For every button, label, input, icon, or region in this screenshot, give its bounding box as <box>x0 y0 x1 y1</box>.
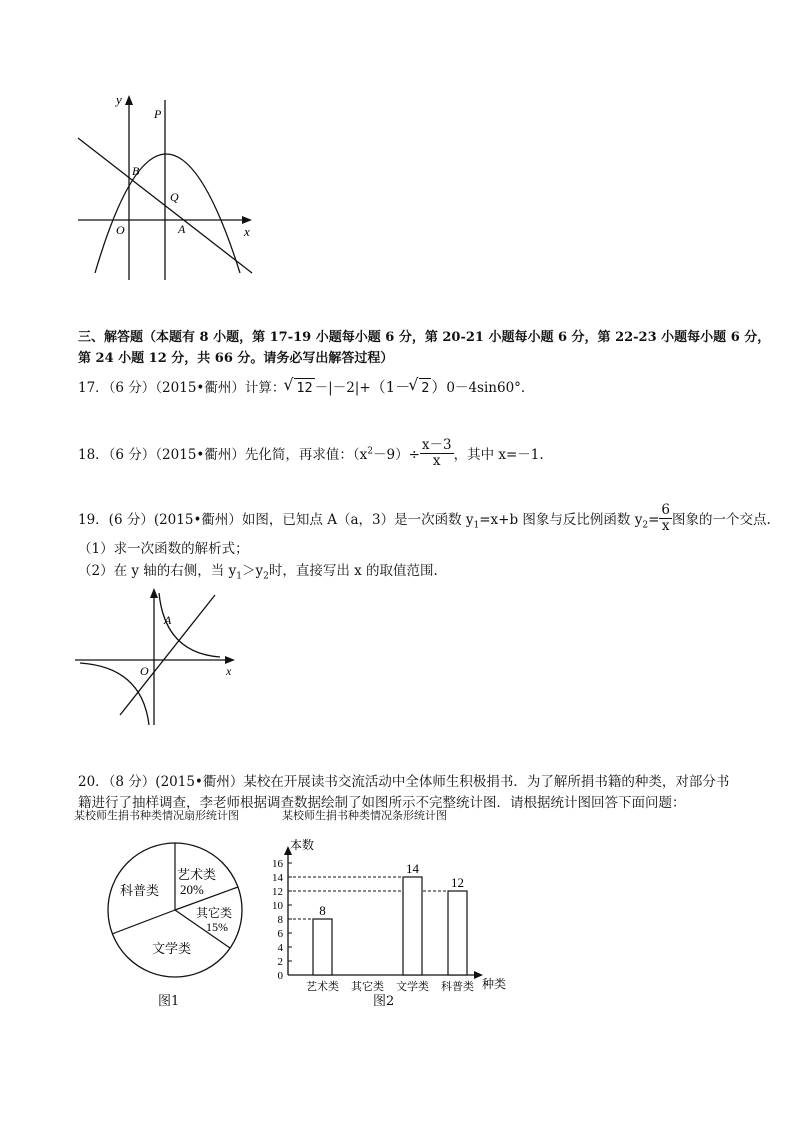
bar-ylabel: 本数 <box>290 838 315 852</box>
q18-frac-num: x－3 <box>421 437 452 453</box>
bar-3 <box>448 891 467 975</box>
point-a-label-fig2: A <box>164 613 172 627</box>
q19-frac-num: 6 <box>661 502 670 518</box>
q18-fraction <box>420 438 454 469</box>
q19-part2-b: ＞y <box>241 563 264 579</box>
q19-prefix: 19．(6 分）(2015•衢州）如图，已知点 A（a，3）是一次函数 y <box>78 512 474 528</box>
q19-part2-sub1: 1 <box>236 571 242 582</box>
pie-label-other: 其它类 <box>196 906 233 920</box>
pie-chart <box>100 835 250 985</box>
bar-y-tick-label: 10 <box>272 900 283 912</box>
x-axis-label: x <box>244 224 250 239</box>
bar-category-label: 其它类 <box>351 981 384 993</box>
bar-chart-caption: 图2 <box>373 994 395 1009</box>
bar-y-tick-label: 8 <box>277 914 283 926</box>
bar-category-label: 科普类 <box>441 981 474 993</box>
q19-part2-c: 时，直接写出 x 的取值范围. <box>268 563 438 579</box>
bar-y-tick-label: 4 <box>277 942 283 954</box>
question-20-line2: 籍进行了抽样调查，李老师根据调查数据绘制了如图所示不完整统计图．请根据统计图回答下面问题： <box>78 795 686 811</box>
q17-paren-close: ） <box>431 378 447 396</box>
origin-label: O <box>116 223 125 237</box>
q18-mid: －9）÷ <box>372 447 420 463</box>
question-18 <box>78 437 544 471</box>
q17-mid: －|－2|+ <box>314 380 371 396</box>
pie-label-science: 科普类 <box>120 883 160 898</box>
q18-sup: 2 <box>367 446 373 457</box>
bar-0 <box>313 919 332 975</box>
point-b-label: B <box>132 164 140 178</box>
question-17 <box>78 378 525 397</box>
section-3-heading-line1: 三、解答题（本题有 8 小题，第 17-19 小题每小题 6 分，第 20-21 小题每小题 6 分，第 22-23 小题每小题 6 分， <box>78 330 771 345</box>
bar-y-tick-label: 0 <box>277 970 283 982</box>
section-3-heading-line2: 第 24 小题 12 分，共 66 分。请务必写出解答过程） <box>78 351 394 366</box>
pie-percent-art: 20% <box>180 882 204 897</box>
y-axis-label: y <box>116 92 122 107</box>
q19-eq: = <box>648 512 660 528</box>
bar-value-label: 14 <box>406 861 419 876</box>
bar-value-label: 12 <box>451 875 464 890</box>
q19-sub1: 1 <box>473 520 480 531</box>
point-q-label: Q <box>170 190 179 204</box>
q18-prefix: 18．（6 分）（2015•衢州）先化简，再求值：（x <box>78 447 368 463</box>
q19-part-1: （1）求一次函数的解析式； <box>78 541 249 557</box>
pie-chart-caption: 图1 <box>158 994 180 1009</box>
q19-fraction <box>659 503 672 534</box>
q19-mid: =x+b 图象与反比例函数 y <box>479 512 643 528</box>
bar-y-tick-label: 14 <box>272 872 283 884</box>
q19-frac-den: x <box>661 518 670 534</box>
q17-prefix: 17．（6 分）（2015•衢州）计算： <box>78 380 286 396</box>
bar-y-tick-label: 16 <box>272 858 283 870</box>
x-axis-label-fig2: x <box>226 664 232 678</box>
q17-suffix: 0－4sin60°. <box>446 380 526 396</box>
point-a-label: A <box>178 222 186 236</box>
bar-value-label: 8 <box>319 903 326 918</box>
q19-sub2: 2 <box>642 520 649 531</box>
q18-frac-den: x <box>432 453 441 469</box>
question-20-line1: 20．（8 分）(2015•衢州）某校在开展读书交流活动中全体师生积极捐书．为了解所捐书籍的种类，对部分书 <box>78 774 730 790</box>
question-19 <box>78 502 771 536</box>
bar-y-tick-label: 2 <box>277 956 283 968</box>
q19-suffix: 图象的一个交点. <box>671 512 771 528</box>
point-p-label: P <box>154 107 162 121</box>
bar-y-tick-label: 6 <box>277 928 283 940</box>
pie-percent-other: 15% <box>206 920 228 934</box>
q18-suffix: ，其中 x=－1. <box>453 447 544 463</box>
bar-xlabel: 种类 <box>482 977 507 991</box>
pie-label-literature: 文学类 <box>152 941 192 956</box>
q19-part2-sub2: 2 <box>263 571 269 582</box>
parabola-figure <box>70 90 270 290</box>
q17-sqrt-12: √ 12 <box>294 378 314 397</box>
bar-y-tick-label: 12 <box>272 886 283 898</box>
bar-chart <box>260 835 520 1005</box>
bar-category-label: 文学类 <box>396 981 429 993</box>
bar-category-label: 艺术类 <box>306 981 339 993</box>
origin-label-fig2: O <box>140 664 149 678</box>
hyperbola-figure <box>70 585 250 730</box>
q17-sqrt-2: √ 2 <box>419 378 431 397</box>
q19-part-2 <box>78 562 438 586</box>
pie-chart-title: 某校师生捐书种类情况扇形统计图 <box>74 809 239 822</box>
pie-divider-lit-sci <box>112 910 175 934</box>
bar-2 <box>403 877 422 975</box>
q19-part2-a: （2）在 y 轴的右侧，当 y <box>78 563 237 579</box>
bar-chart-title: 某校师生捐书种类情况条形统计图 <box>282 809 447 822</box>
q17-paren-open: （1－ <box>370 378 411 396</box>
pie-label-art: 艺术类 <box>177 867 217 882</box>
